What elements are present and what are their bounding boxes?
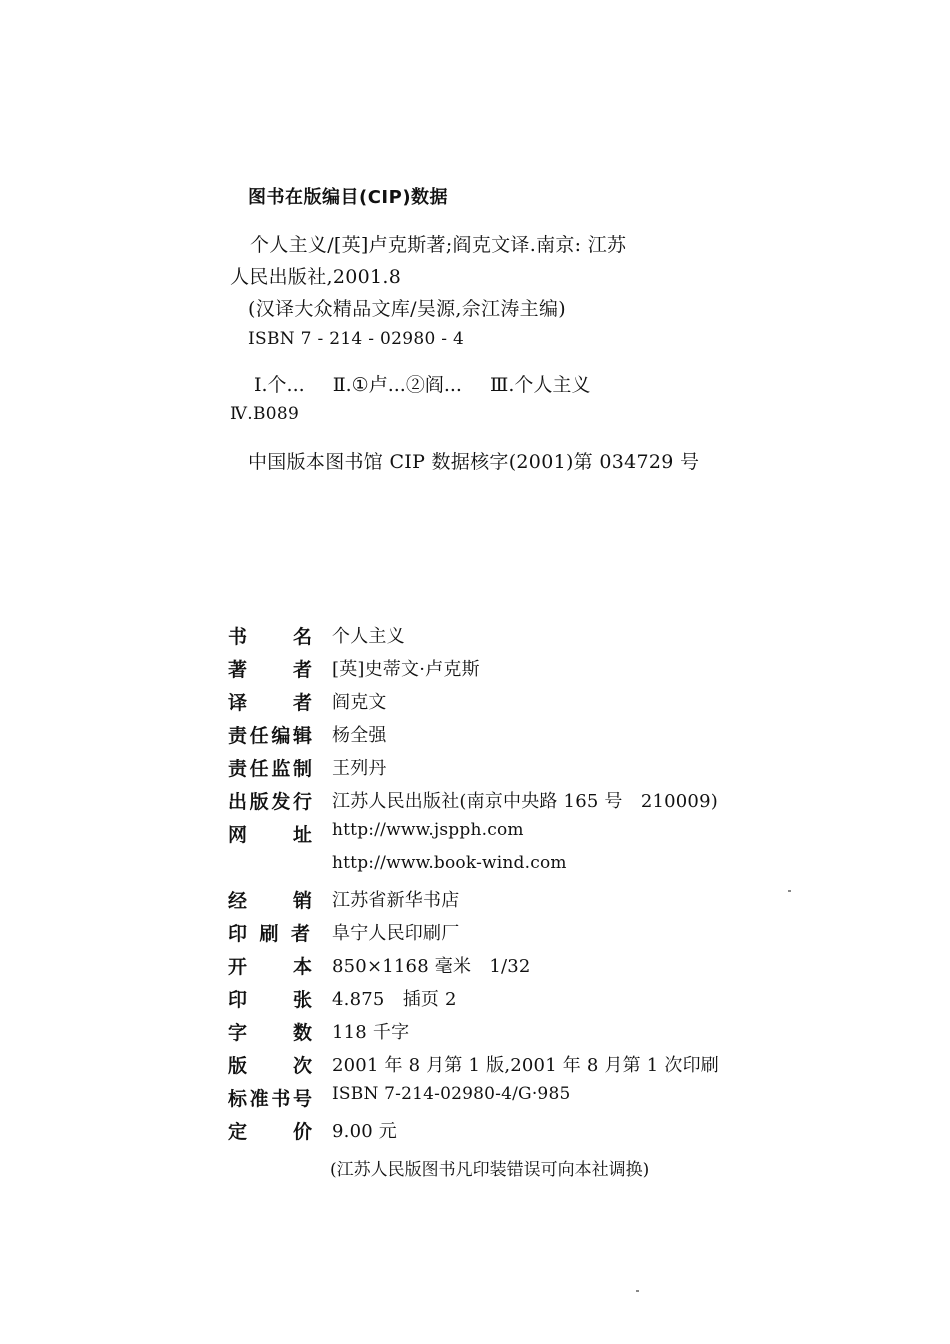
cip-class-1: Ⅰ.个... bbox=[254, 374, 305, 396]
imprint-row-word-count bbox=[228, 1018, 748, 1048]
imprint-row-format bbox=[228, 952, 748, 982]
cip-title: 图书在版编目(CIP)数据 bbox=[248, 187, 449, 208]
label-char: 号 bbox=[292, 1088, 312, 1110]
cip-class-3: Ⅲ.个人主义 bbox=[490, 374, 591, 396]
imprint-value: 阎克文 bbox=[332, 692, 387, 713]
label-char: 次 bbox=[292, 1055, 312, 1077]
label-char: 印 bbox=[228, 989, 248, 1011]
label-char: 价 bbox=[292, 1121, 312, 1143]
imprint-value: 2001 年 8 月第 1 版,2001 年 8 月第 1 次印刷 bbox=[332, 1055, 719, 1076]
label-char: 址 bbox=[292, 824, 312, 846]
label-char: 编 bbox=[271, 725, 291, 747]
imprint-label bbox=[228, 919, 310, 946]
imprint-value: 江苏省新华书店 bbox=[332, 890, 460, 911]
imprint-label bbox=[228, 787, 312, 814]
cip-class-4: Ⅳ.B089 bbox=[230, 404, 300, 424]
cip-number: 中国版本图书馆 CIP 数据核字(2001)第 034729 号 bbox=[248, 451, 700, 473]
imprint-label bbox=[228, 820, 312, 847]
cip-line-1: 个人主义/[英]卢克斯著;阎克文译.南京: 江苏 bbox=[250, 234, 627, 256]
cip-classification bbox=[254, 370, 612, 397]
label-char: 数 bbox=[292, 1022, 312, 1044]
label-char: 任 bbox=[249, 725, 269, 747]
label-char: 版 bbox=[228, 1055, 248, 1077]
imprint-value: 个人主义 bbox=[332, 626, 405, 647]
imprint-row-sheets bbox=[228, 985, 748, 1015]
imprint-label bbox=[228, 985, 312, 1012]
imprint-row-website-2 bbox=[228, 853, 748, 883]
label-char: 著 bbox=[228, 659, 248, 681]
imprint-value: 4.875 插页 2 bbox=[332, 989, 457, 1010]
imprint-row-editor bbox=[228, 721, 748, 751]
label-char: 任 bbox=[249, 758, 269, 780]
label-char: 销 bbox=[292, 890, 312, 912]
label-char: 定 bbox=[228, 1121, 248, 1143]
imprint-value: 阜宁人民印刷厂 bbox=[332, 923, 460, 944]
imprint-label bbox=[228, 688, 312, 715]
imprint-label bbox=[228, 655, 312, 682]
label-char: 辑 bbox=[292, 725, 312, 747]
label-char: 者 bbox=[292, 692, 312, 714]
label-char: 本 bbox=[292, 956, 312, 978]
label-char: 版 bbox=[249, 791, 269, 813]
label-char: 行 bbox=[292, 791, 312, 813]
imprint-value: 9.00 元 bbox=[332, 1121, 397, 1142]
imprint-row-edition bbox=[228, 1051, 748, 1081]
imprint-label bbox=[228, 721, 312, 748]
imprint-value: 杨全强 bbox=[332, 725, 387, 746]
cip-isbn: ISBN 7 - 214 - 02980 - 4 bbox=[248, 329, 465, 349]
replacement-note: (江苏人民版图书凡印装错误可向本社调换) bbox=[330, 1160, 650, 1180]
label-char: 网 bbox=[228, 824, 248, 846]
cip-class-2: Ⅱ.①卢...②阎... bbox=[332, 374, 462, 396]
imprint-row-author bbox=[228, 655, 748, 685]
website-link-1[interactable]: http://www.jspph.com bbox=[332, 820, 524, 840]
label-char: 字 bbox=[228, 1022, 248, 1044]
label-char: 书 bbox=[271, 1088, 291, 1110]
label-char: 者 bbox=[290, 923, 310, 945]
imprint-label bbox=[228, 1084, 312, 1111]
imprint-label bbox=[228, 1018, 312, 1045]
label-char: 印 bbox=[228, 923, 248, 945]
label-char: 监 bbox=[271, 758, 291, 780]
imprint-value: ISBN 7-214-02980-4/G·985 bbox=[332, 1084, 571, 1104]
label-char: 译 bbox=[228, 692, 248, 714]
label-char: 张 bbox=[292, 989, 312, 1011]
label-char: 准 bbox=[249, 1088, 269, 1110]
label-char: 者 bbox=[292, 659, 312, 681]
imprint-value: 江苏人民出版社(南京中央路 165 号 210009) bbox=[332, 791, 718, 812]
website-link-2[interactable]: http://www.book-wind.com bbox=[332, 853, 567, 873]
imprint-value: 118 千字 bbox=[332, 1022, 410, 1043]
label-char: 制 bbox=[292, 758, 312, 780]
imprint-value: 850×1168 毫米 1/32 bbox=[332, 956, 531, 977]
imprint-label bbox=[228, 1117, 312, 1144]
label-char: 经 bbox=[228, 890, 248, 912]
scan-speck bbox=[788, 890, 791, 892]
imprint-row-price bbox=[228, 1117, 748, 1147]
cip-line-2: 人民出版社,2001.8 bbox=[230, 266, 402, 288]
cip-series: (汉译大众精品文库/吴源,佘江涛主编) bbox=[248, 298, 566, 320]
imprint-row-publisher bbox=[228, 787, 748, 817]
imprint-label bbox=[228, 952, 312, 979]
imprint-label bbox=[228, 622, 312, 649]
label-char: 名 bbox=[292, 626, 312, 648]
imprint-row-isbn bbox=[228, 1084, 748, 1114]
imprint-row-translator bbox=[228, 688, 748, 718]
scan-speck bbox=[636, 1290, 639, 1292]
label-char: 责 bbox=[228, 758, 248, 780]
imprint-label bbox=[228, 1051, 312, 1078]
label-char: 出 bbox=[228, 791, 248, 813]
imprint-label bbox=[228, 754, 312, 781]
imprint-value: [英]史蒂文·卢克斯 bbox=[332, 659, 480, 680]
label-char: 书 bbox=[228, 626, 248, 648]
imprint-row-supervisor bbox=[228, 754, 748, 784]
imprint-row-distributor bbox=[228, 886, 748, 916]
imprint-row-website bbox=[228, 820, 748, 850]
label-char: 刷 bbox=[259, 923, 279, 945]
imprint-row-printer bbox=[228, 919, 748, 949]
imprint-label bbox=[228, 886, 312, 913]
label-char: 开 bbox=[228, 956, 248, 978]
label-char: 标 bbox=[228, 1088, 248, 1110]
label-char: 责 bbox=[228, 725, 248, 747]
imprint-value: 王列丹 bbox=[332, 758, 387, 779]
imprint-row-book-name bbox=[228, 622, 748, 652]
label-char: 发 bbox=[271, 791, 291, 813]
